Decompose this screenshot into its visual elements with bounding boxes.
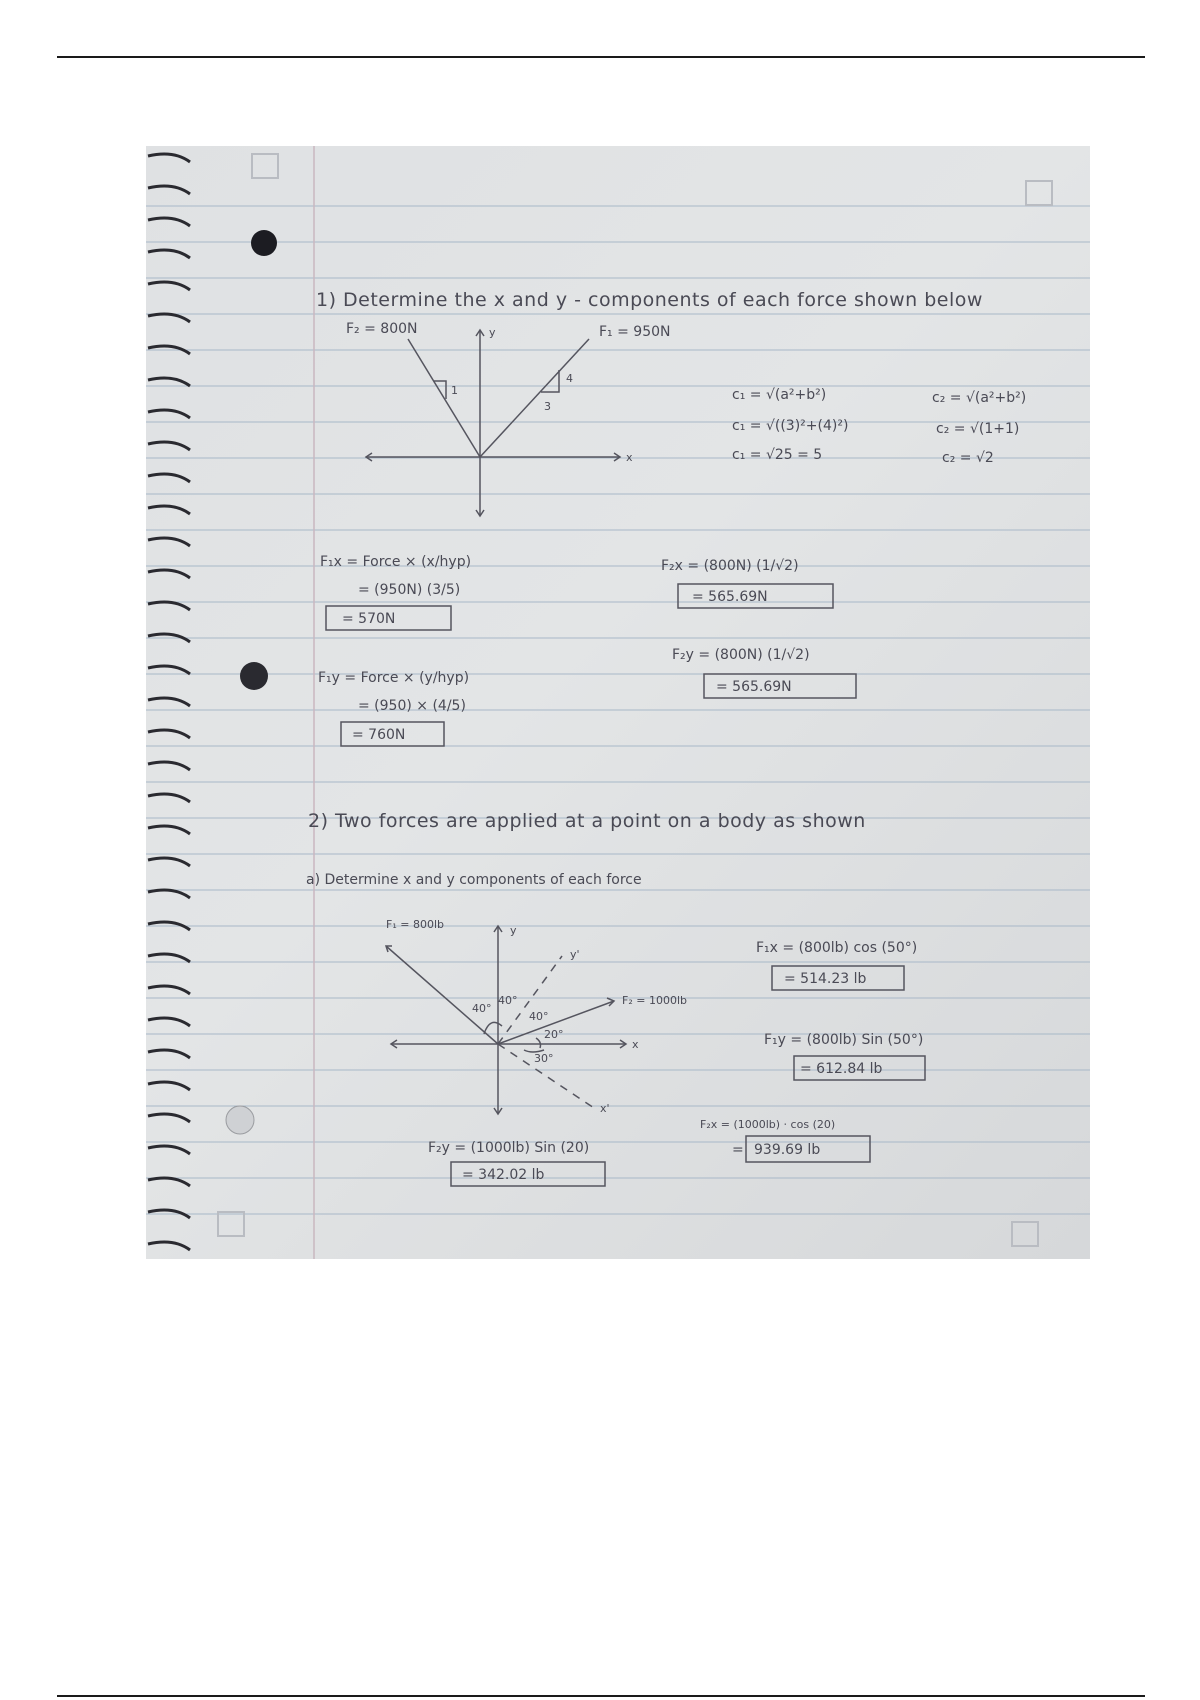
f2x-formula: F₂x = (800N) (1/√2)	[661, 558, 799, 574]
f1y-substitution: = (950) × (4/5)	[358, 698, 466, 714]
corner-marker-top-left	[252, 154, 278, 178]
f2y-formula: F₂y = (800N) (1/√2)	[672, 647, 810, 663]
bottom-rule	[57, 1695, 1145, 1697]
corner-marker-bottom-right	[1012, 1222, 1038, 1246]
corner-marker-top-right	[1026, 181, 1052, 205]
p2-f1y-formula: F₁y = (800lb) Sin (50°)	[764, 1032, 924, 1048]
notebook-page-photo	[146, 146, 1090, 1259]
problem2-heading: 2) Two forces are applied at a point on a body as shown	[308, 810, 866, 832]
top-rule	[57, 56, 1145, 58]
p2-f1x-answer: = 514.23 lb	[784, 971, 867, 987]
c1-formula: c₁ = √(a²+b²)	[732, 387, 827, 403]
p2-f2y-formula: F₂y = (1000lb) Sin (20)	[428, 1140, 590, 1156]
ruled-lines	[146, 206, 1090, 1214]
p2-angle-40-left: 40°	[472, 1002, 492, 1015]
p2-f2y-answer: = 342.02 lb	[462, 1167, 545, 1183]
p2-x-axis-label: x	[632, 1038, 639, 1051]
punch-hole-middle	[240, 662, 268, 690]
f1y-formula: F₁y = Force × (y/hyp)	[318, 670, 470, 686]
f1y-answer: = 760N	[352, 727, 406, 743]
p2-f2x-equals: =	[732, 1142, 744, 1158]
p2-y-axis-label: y	[510, 924, 517, 937]
p2-y-prime-label: y'	[570, 948, 580, 961]
p2-f2x-answer: 939.69 lb	[754, 1142, 821, 1158]
problem1-heading: 1) Determine the x and y - components of each force shown below	[316, 289, 983, 311]
p1-slope-1: 1	[451, 384, 458, 397]
p1-slope-4: 4	[566, 372, 573, 385]
f1x-formula: F₁x = Force × (x/hyp)	[320, 554, 472, 570]
p2-f1-label: F₁ = 800lb	[386, 918, 444, 931]
p2-f1y-answer: = 612.84 lb	[800, 1061, 883, 1077]
problem1-force-diagram	[366, 330, 620, 516]
p1-f2-label: F₂ = 800N	[346, 321, 418, 337]
problem2-part-a: a) Determine x and y components of each force	[306, 872, 642, 888]
f1x-answer: = 570N	[342, 611, 396, 627]
p2-f2-label: F₂ = 1000lb	[622, 994, 687, 1007]
p2-f1x-formula: F₁x = (800lb) cos (50°)	[756, 940, 918, 956]
p2-angle-40-mid: 40°	[498, 994, 518, 1007]
c1-substitution: c₁ = √((3)²+(4)²)	[732, 418, 849, 434]
f1x-substitution: = (950N) (3/5)	[358, 582, 461, 598]
p2-x-prime-label: x'	[600, 1102, 610, 1115]
punch-hole-top	[251, 230, 277, 256]
p1-x-axis-label: x	[626, 451, 633, 464]
notebook-page-drawing	[146, 146, 1090, 1259]
c1-result: c₁ = √25 = 5	[732, 447, 823, 463]
p1-y-axis-label: y	[489, 326, 496, 339]
c2-result: c₂ = √2	[942, 450, 994, 466]
f2x-answer: = 565.69N	[692, 589, 768, 605]
p1-f1-label: F₁ = 950N	[599, 324, 671, 340]
p2-angle-30: 30°	[534, 1052, 554, 1065]
p2-angle-20: 20°	[544, 1028, 564, 1041]
p2-angle-40-right: 40°	[529, 1010, 549, 1023]
c2-substitution: c₂ = √(1+1)	[936, 421, 1020, 437]
p1-slope-3: 3	[544, 400, 551, 413]
problem2-force-diagram	[386, 926, 626, 1114]
spiral-binding	[148, 154, 190, 1250]
c2-formula: c₂ = √(a²+b²)	[932, 390, 1027, 406]
punch-hole-bottom	[226, 1106, 254, 1134]
p2-f2x-formula: F₂x = (1000lb) ⋅ cos (20)	[700, 1118, 836, 1131]
f2y-answer: = 565.69N	[716, 679, 792, 695]
corner-marker-bottom-left	[218, 1212, 244, 1236]
